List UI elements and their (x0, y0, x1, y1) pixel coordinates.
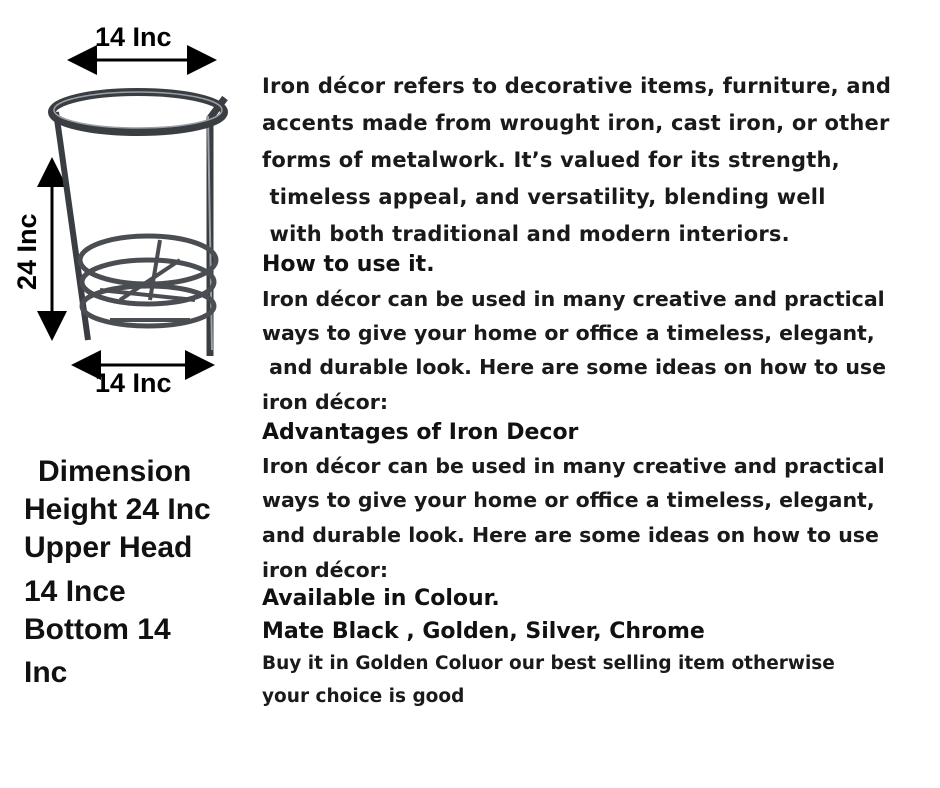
advantages-line: ways to give your home or office a timeless, elegant, (262, 488, 875, 512)
dimension-line: Bottom 14 (24, 613, 171, 646)
intro-line: timeless appeal, and versatility, blending well (262, 185, 826, 209)
how-to-use-heading: How to use it. (262, 252, 435, 277)
advantages-heading: Advantages of Iron Decor (262, 420, 579, 445)
intro-line: Iron décor refers to decorative items, furniture, and (262, 74, 892, 98)
intro-line: accents made from wrought iron, cast iron, or other (262, 111, 890, 135)
top-width-label: 14 Inc (95, 22, 172, 52)
dimension-line: Height 24 Inc (24, 493, 211, 526)
intro-line: with both traditional and modern interiors. (262, 222, 790, 246)
dimension-line: 14 Ince (24, 575, 126, 608)
product-illustration (20, 20, 250, 400)
colour-options: Mate Black , Golden, Silver, Chrome (262, 619, 705, 644)
dimension-line: Inc (24, 656, 68, 689)
dimension-line: Upper Head (24, 531, 193, 564)
colours-heading: Available in Colour. (262, 586, 500, 611)
advantages-line: Iron décor can be used in many creative and practical (262, 454, 885, 478)
intro-line: forms of metalwork. It’s valued for its strength, (262, 148, 840, 172)
how-to-use-line: Iron décor can be used in many creative and practical (262, 287, 885, 311)
colour-note-line: Buy it in Golden Coluor our best selling item otherwise (262, 653, 835, 674)
height-label: 24 Inc (12, 213, 42, 290)
how-to-use-line: ways to give your home or office a timeless, elegant, (262, 321, 875, 345)
iron-stand-image (20, 20, 250, 400)
how-to-use-line: and durable look. Here are some ideas on how to use (262, 355, 887, 379)
colour-note-line: your choice is good (262, 686, 465, 707)
dimension-title: Dimension (38, 455, 192, 488)
advantages-line: iron décor: (262, 558, 389, 582)
how-to-use-line: iron décor: (262, 390, 389, 414)
advantages-line: and durable look. Here are some ideas on how to use (262, 523, 879, 547)
bottom-width-label: 14 Inc (95, 368, 172, 398)
